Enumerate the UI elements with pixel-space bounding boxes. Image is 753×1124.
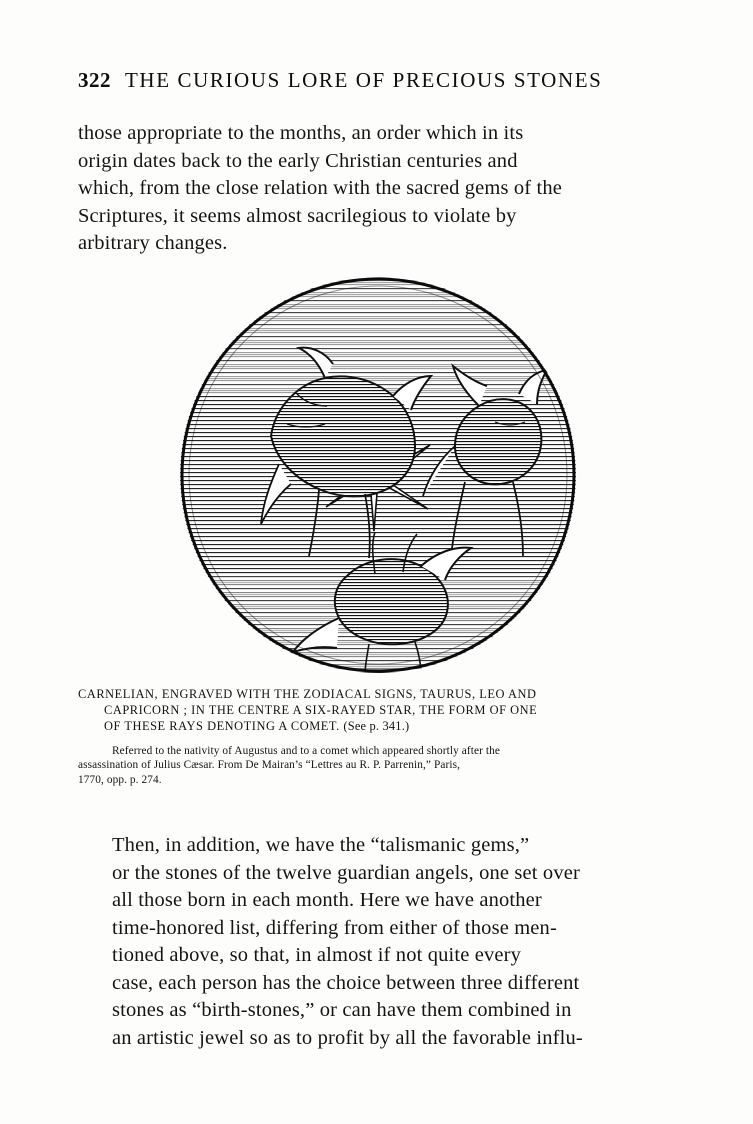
paragraph-two — [78, 832, 678, 1052]
text-line: which, from the close relation with the sacred gems of the — [78, 177, 563, 199]
caption-line — [78, 718, 678, 734]
figure-block — [78, 276, 678, 787]
text-line: those appropriate to the months, an order which in its — [78, 122, 524, 144]
figure-caption — [78, 686, 678, 734]
text-line: tioned above, so that, in almost if not quite every — [112, 944, 522, 966]
note-line: 1770, opp. p. 274. — [78, 773, 162, 786]
illustration-wrapper — [78, 276, 678, 674]
running-head — [78, 68, 678, 93]
text-line: Then, in addition, we have the “talismanic gems,” — [112, 834, 530, 856]
caption-line: CAPRICORN ; IN THE CENTRE A SIX-RAYED STAR, THE FORM OF ONE — [104, 703, 538, 717]
carnelian-zodiac-engraving — [179, 276, 577, 674]
caption-line: CARNELIAN, ENGRAVED WITH THE ZODIACAL SIGNS, TAURUS, LEO AND — [78, 687, 537, 701]
note-line: Referred to the nativity of Augustus and to a comet which appeared shortly after the — [112, 745, 500, 757]
text-line: or the stones of the twelve guardian angels, one set over — [112, 861, 580, 884]
paragraph-one — [78, 120, 678, 258]
text-line: an artistic jewel so as to profit by all the favorable influ- — [112, 1026, 583, 1049]
text-line: stones as “birth-stones,” or can have them combined in — [112, 999, 572, 1021]
figure-note — [78, 744, 678, 787]
text-line: Scriptures, it seems almost sacrilegious to violate by — [78, 204, 517, 227]
text-line: arbitrary changes. — [78, 232, 228, 254]
caption-line-text: OF THESE RAYS DENOTING A COMET. — [104, 719, 340, 733]
caption-page-reference: (See p. 341.) — [343, 719, 410, 733]
text-line: all those born in each month. Here we have another — [112, 889, 542, 911]
text-line: case, each person has the choice between three different — [112, 971, 580, 994]
page-number: 322 — [78, 68, 111, 92]
text-line: origin dates back to the early Christian centuries and — [78, 149, 518, 172]
note-line: assassination of Julius Cæsar. From De Mairan’s “Lettres au R. P. Parrenin,” Paris, — [78, 759, 460, 772]
page-title: THE CURIOUS LORE OF PRECIOUS STONES — [125, 68, 603, 92]
text-line: time-honored list, differing from either of those men- — [112, 916, 557, 939]
